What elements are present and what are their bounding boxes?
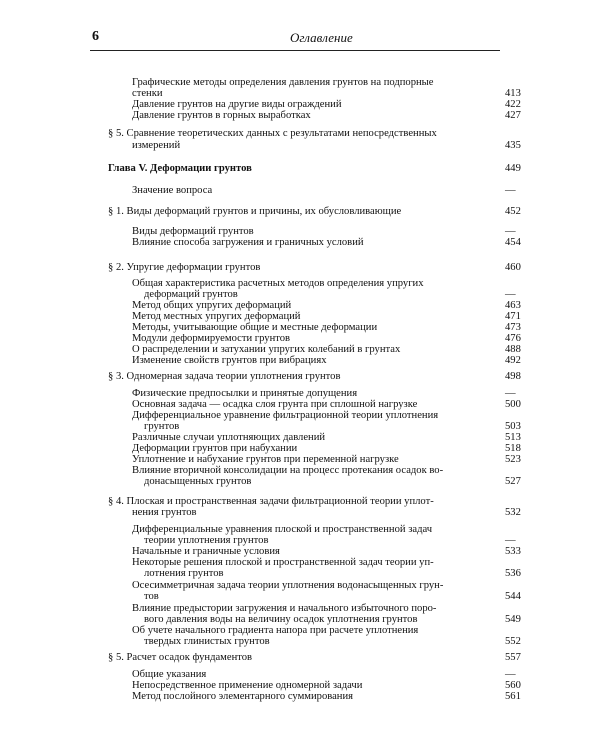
toc-page-number: 549: [505, 614, 521, 625]
toc-page-number: 449: [505, 163, 521, 174]
toc-entry-text: Глава V. Деформации грунтов: [108, 163, 255, 174]
toc-entry: [144, 591, 490, 603]
toc-page-number: 518: [505, 443, 521, 454]
header-rule: [90, 50, 500, 51]
toc-entry: [108, 163, 490, 175]
toc-page-number: 460: [505, 262, 521, 273]
toc-entry-text: § 5. Расчет осадок фундаментов: [108, 652, 255, 663]
toc-entry: [132, 410, 490, 422]
toc-entry-text: Давление грунтов на другие виды ограждений: [132, 99, 345, 110]
toc-page-number: 476: [505, 333, 521, 344]
toc-entry: [144, 476, 490, 488]
toc-entry: [132, 140, 490, 152]
toc-entry: [108, 206, 490, 218]
toc-page-number: 471: [505, 311, 521, 322]
toc-entry: [132, 355, 490, 367]
toc-entry: [132, 185, 490, 197]
toc-entry-text: Дифференциальное уравнение фильтрационной теории уплотнения: [132, 410, 441, 421]
toc-entry-text: Физические предпосылки и принятые допущения: [132, 388, 360, 399]
toc-entry: [108, 371, 490, 383]
toc-page-number: 544: [505, 591, 521, 602]
toc-entry: [108, 652, 490, 664]
toc-page-number: 500: [505, 399, 521, 410]
toc-entry-text: § 4. Плоская и пространственная задачи фильтрационной теории уплот-: [108, 496, 437, 507]
toc-entry-text: § 1. Виды деформаций грунтов и причины, их обусловливающие: [108, 206, 404, 217]
toc-page-number: 523: [505, 454, 521, 465]
toc-page-number: —: [505, 535, 516, 546]
toc-entry-text: нения грунтов: [132, 507, 200, 518]
toc-entry-text: теории уплотнения грунтов: [144, 535, 271, 546]
toc-entry-text: Виды деформаций грунтов: [132, 226, 257, 237]
toc-entry-text: Модули деформируемости грунтов: [132, 333, 293, 344]
toc-page-number: 560: [505, 680, 521, 691]
toc-entry-text: Дифференциальные уравнения плоской и пространственной задач: [132, 524, 435, 535]
toc-page-number: 533: [505, 546, 521, 557]
toc-page-number: 454: [505, 237, 521, 248]
toc-page-number: —: [505, 226, 516, 237]
toc-entry-text: Некоторые решения плоской и пространственной задач теории уп-: [132, 557, 437, 568]
toc-page-number: 473: [505, 322, 521, 333]
toc-entry-text: Значение вопроса: [132, 185, 215, 196]
toc-page-number: 561: [505, 691, 521, 702]
toc-page-number: —: [505, 185, 516, 196]
toc-entry-text: лотнения грунтов: [144, 568, 227, 579]
toc-page-number: 427: [505, 110, 521, 121]
toc-entry-text: Начальные и граничные условия: [132, 546, 283, 557]
toc-entry-text: § 3. Одномерная задача теории уплотнения грунтов: [108, 371, 343, 382]
toc-entry-text: Непосредственное применение одномерной задачи: [132, 680, 365, 691]
toc-entry-text: донасыщенных грунтов: [144, 476, 254, 487]
toc-entry-text: Метод послойного элементарного суммирования: [132, 691, 356, 702]
toc-entry: [132, 691, 490, 703]
toc-page-number: 492: [505, 355, 521, 366]
toc-entry-text: О распределении и затухании упругих колебаний в грунтах: [132, 344, 403, 355]
toc-page-number: 435: [505, 140, 521, 151]
toc-entry-text: Методы, учитывающие общие и местные деформации: [132, 322, 380, 333]
toc-entry-text: Общая характеристика расчетных методов определения упругих: [132, 278, 427, 289]
toc-page-number: 503: [505, 421, 521, 432]
toc-entry-text: Влияние вторичной консолидации на процесс протекания осадок во-: [132, 465, 446, 476]
toc-entry: [132, 77, 490, 89]
toc-page-number: 513: [505, 432, 521, 443]
toc-entry-text: Давление грунтов в горных выработках: [132, 110, 314, 121]
toc-page-number: —: [505, 289, 516, 300]
toc-entry-text: Об учете начального градиента напора при расчете уплотнения: [132, 625, 421, 636]
toc-page-number: 498: [505, 371, 521, 382]
toc-entry-text: тов: [144, 591, 162, 602]
toc-entry-text: Деформации грунтов при набухании: [132, 443, 300, 454]
toc-page-number: —: [505, 388, 516, 399]
toc-entry-text: стенки: [132, 88, 166, 99]
toc-entry-text: Общие указания: [132, 669, 209, 680]
toc-entry-text: твердых глинистых грунтов: [144, 636, 273, 647]
toc-entry: [108, 262, 490, 274]
toc-page-number: 413: [505, 88, 521, 99]
toc-page-number: 536: [505, 568, 521, 579]
toc-entry-text: Метод местных упругих деформаций: [132, 311, 303, 322]
toc-entry: [108, 128, 490, 140]
toc-page-number: 452: [505, 206, 521, 217]
toc-entry-text: Влияние предыстории загружения и начального избыточного поро-: [132, 603, 439, 614]
toc-page-number: 527: [505, 476, 521, 487]
toc-page-number: 552: [505, 636, 521, 647]
toc-page-number: 557: [505, 652, 521, 663]
toc-entry-text: Графические методы определения давления грунтов на подпорные: [132, 77, 437, 88]
toc-entry-text: Метод общих упругих деформаций: [132, 300, 294, 311]
toc-entry-text: Осесимметричная задача теории уплотнения водонасыщенных грун-: [132, 580, 446, 591]
toc-entry-text: измерений: [132, 140, 183, 151]
toc-entry-text: § 5. Сравнение теоретических данных с результатами непосредственных: [108, 128, 440, 139]
page-number: 6: [92, 29, 99, 44]
toc-page-number: 463: [505, 300, 521, 311]
toc-page-number: 488: [505, 344, 521, 355]
toc-entry-text: деформаций грунтов: [144, 289, 241, 300]
toc-entry-text: грунтов: [144, 421, 182, 432]
toc-entry-text: Основная задача — осадка слоя грунта при сплошной нагрузке: [132, 399, 420, 410]
toc-entry-text: Уплотнение и набухание грунтов при переменной нагрузке: [132, 454, 402, 465]
toc-entry: [132, 110, 490, 122]
page-title: Оглавление: [290, 30, 353, 45]
toc-entry: [144, 636, 490, 648]
toc-entry: [132, 507, 490, 519]
toc-page-number: —: [505, 669, 516, 680]
toc-entry-text: Влияние способа загружения и граничных условий: [132, 237, 367, 248]
toc-entry-text: Изменение свойств грунтов при вибрациях: [132, 355, 330, 366]
toc-page-number: 422: [505, 99, 521, 110]
toc-entry: [132, 580, 490, 592]
toc-entry-text: § 2. Упругие деформации грунтов: [108, 262, 263, 273]
toc-page-number: 532: [505, 507, 521, 518]
toc-entry-text: вого давления воды на величину осадок уплотнения грунтов: [144, 614, 420, 625]
toc-entry: [132, 237, 490, 249]
toc-entry-text: Различные случаи уплотняющих давлений: [132, 432, 328, 443]
toc-entry: [144, 568, 490, 580]
